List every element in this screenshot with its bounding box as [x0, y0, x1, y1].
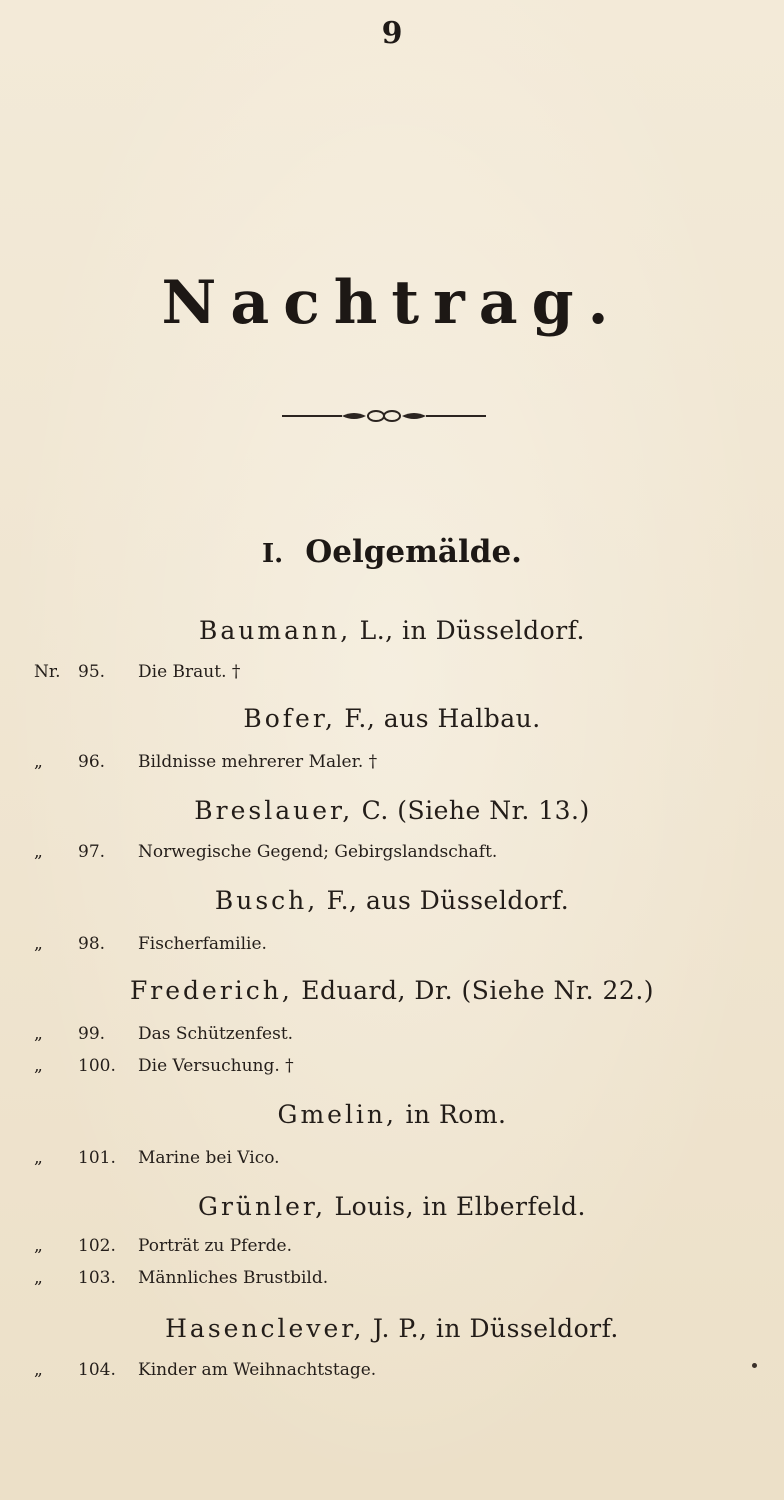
entry-title: Männliches Brustbild. [138, 1268, 329, 1288]
artist-heading [0, 1314, 784, 1343]
artist-name: Grünler, [197, 1192, 327, 1221]
entry-prefix: „ [34, 1024, 43, 1044]
entry-title: Norwegische Gegend; Gebirgslandschaft. [138, 842, 498, 862]
artist-name: Frederich, [129, 976, 293, 1005]
catalog-entry [0, 1148, 784, 1178]
artist-heading [0, 976, 784, 1005]
artist-details: Eduard, Dr. (Siehe Nr. 22.) [301, 976, 655, 1005]
artist-name: Baumann, [199, 616, 352, 645]
ink-speck [752, 1363, 757, 1368]
entry-number: 95. [78, 662, 106, 682]
entry-prefix: „ [34, 1148, 43, 1168]
entry-title: Die Versuchung. † [138, 1056, 294, 1076]
entry-number: 97. [78, 842, 106, 862]
artist-heading [0, 704, 784, 733]
page-title: Nachtrag. [161, 268, 623, 338]
entry-prefix: „ [34, 752, 43, 772]
catalog-entry [0, 1236, 784, 1266]
artist-name: Breslauer, [194, 796, 354, 825]
entry-number: 104. [78, 1360, 116, 1380]
ornamental-divider [282, 406, 486, 426]
page-number: 9 [381, 16, 403, 51]
catalog-entry [0, 934, 784, 964]
entry-title: Bildnisse mehrerer Maler. † [138, 752, 378, 772]
entry-title: Kinder am Weihnachtstage. [138, 1360, 377, 1380]
catalog-entry [0, 1268, 784, 1298]
catalog-entry [0, 752, 784, 782]
entry-number: 102. [78, 1236, 116, 1256]
artist-name: Hasenclever, [165, 1314, 365, 1343]
artist-details: F., aus Düsseldorf. [326, 886, 570, 915]
catalog-entry [0, 1024, 784, 1054]
section-title: Oelgemälde. [305, 534, 522, 570]
artist-details: L., in Düsseldorf. [359, 616, 585, 645]
entry-prefix: „ [34, 1268, 43, 1288]
catalog-entry [0, 842, 784, 872]
section-heading [0, 534, 784, 570]
entry-number: 101. [78, 1148, 116, 1168]
artist-details: in Rom. [405, 1100, 507, 1129]
entry-number: 103. [78, 1268, 116, 1288]
artist-heading [0, 796, 784, 825]
entry-number: 100. [78, 1056, 116, 1076]
entry-title: Marine bei Vico. [138, 1148, 280, 1168]
artist-details: Louis, in Elberfeld. [334, 1192, 587, 1221]
artist-heading [0, 616, 784, 645]
artist-heading [0, 1192, 784, 1221]
catalog-entry [0, 1056, 784, 1086]
artist-heading [0, 1100, 784, 1129]
entry-prefix: Nr. [34, 662, 61, 682]
artist-name: Bofer, [243, 704, 336, 733]
artist-details: F., aus Halbau. [344, 704, 541, 733]
entry-number: 98. [78, 934, 106, 954]
entry-prefix: „ [34, 934, 43, 954]
catalog-entry [0, 1360, 784, 1390]
artist-name: Busch, [214, 886, 319, 915]
artist-name: Gmelin, [277, 1100, 397, 1129]
entry-title: Die Braut. † [138, 662, 241, 682]
entry-title: Porträt zu Pferde. [138, 1236, 293, 1256]
artist-details: J. P., in Düsseldorf. [372, 1314, 619, 1343]
entry-number: 99. [78, 1024, 106, 1044]
entry-title: Fischerfamilie. [138, 934, 267, 954]
entry-prefix: „ [34, 1236, 43, 1256]
entry-number: 96. [78, 752, 106, 772]
entry-title: Das Schützenfest. [138, 1024, 294, 1044]
catalog-entry [0, 662, 784, 692]
entry-prefix: „ [34, 1056, 43, 1076]
artist-details: C. (Siehe Nr. 13.) [361, 796, 590, 825]
section-numeral: I. [262, 539, 284, 569]
entry-prefix: „ [34, 842, 43, 862]
entry-prefix: „ [34, 1360, 43, 1380]
artist-heading [0, 886, 784, 915]
